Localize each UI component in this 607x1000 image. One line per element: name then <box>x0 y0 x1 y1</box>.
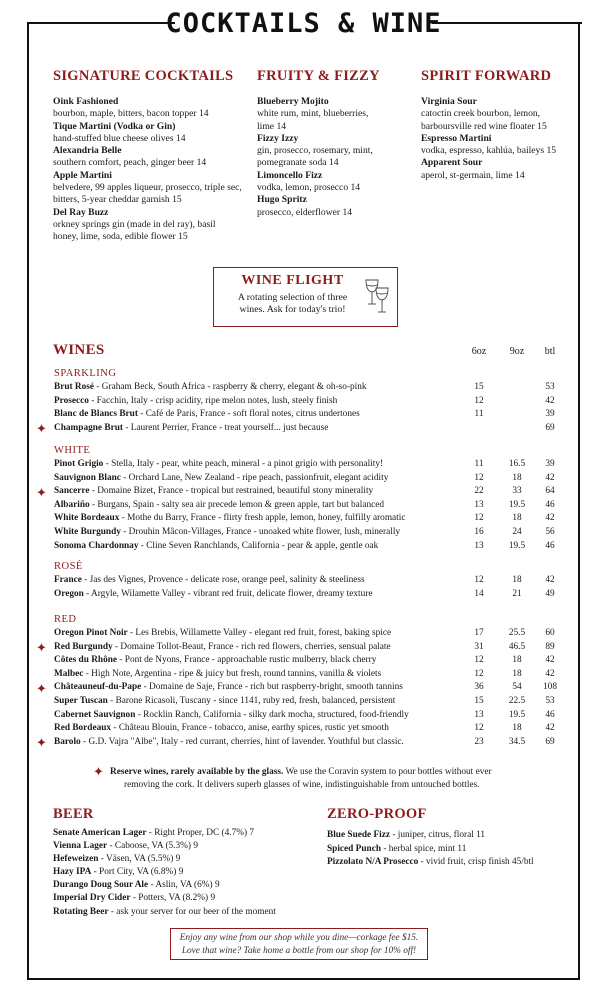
wine-desc: - Café de Paris, France - soft floral notes, citrus undertones <box>137 409 360 420</box>
price-btl: 42 <box>545 723 555 734</box>
wine-desc: - Graham Beck, South Africa - raspberry & cherry, elegant & oh-so-pink <box>94 382 367 392</box>
column-btl: btl <box>544 346 556 357</box>
wine-name: Albariño <box>54 499 90 510</box>
price-btl: 42 <box>545 513 555 524</box>
list-item: Hazy IPA - Port City, VA (6.8%) 9 <box>53 867 184 878</box>
price-6oz: 12 <box>474 472 484 483</box>
wine-desc: - Domaine de Saje, France - rich but raspberry-bright, smooth tannins <box>141 682 403 693</box>
drink-desc: vodka, lemon, prosecco 14 <box>257 182 361 194</box>
price-9oz: 18 <box>512 723 522 734</box>
beer-heading: BEER <box>53 806 94 822</box>
price-9oz: 18 <box>512 668 522 679</box>
star-icon: ✦ <box>36 421 47 437</box>
drink-name: Oink Fashioned <box>53 96 119 107</box>
wine-name: Oregon <box>54 588 84 599</box>
price-9oz: 18 <box>512 655 522 666</box>
drink-desc: hand-stuffed blue cheese olives 14 <box>53 132 186 144</box>
price-9oz: 19.5 <box>508 540 526 551</box>
wine-name: Prosecco <box>54 395 89 406</box>
price-6oz: 11 <box>474 459 484 469</box>
price-btl: 42 <box>545 472 555 483</box>
price-9oz: 54 <box>512 682 522 693</box>
price-btl: 53 <box>545 696 555 706</box>
price-6oz: 13 <box>474 709 484 720</box>
drink-desc: gin, prosecco, rosemary, mint, pomegranate soda 14 <box>257 145 373 169</box>
wine-desc: - Drouhin Mâcon-Villages, France - unoaked white flower, lush, minerally <box>120 527 401 537</box>
page-title: COCKTAILS & WINE <box>165 8 442 39</box>
price-6oz: 36 <box>474 682 484 693</box>
price-9oz: 19.5 <box>508 499 526 510</box>
price-9oz: 46.5 <box>508 641 526 652</box>
wine-name: Sauvignon Blanc <box>54 472 121 483</box>
wine-name: Oregon Pinot Noir <box>54 628 128 638</box>
table-row <box>54 641 559 655</box>
price-btl: 108 <box>543 682 557 693</box>
wine-group-heading: RED <box>54 614 77 625</box>
wine-group-heading: ROSÉ <box>54 561 83 572</box>
price-6oz: 11 <box>474 409 484 420</box>
footer-line1: Enjoy any wine from our shop while you dine—corkage fee $15. <box>179 933 419 943</box>
zero-proof-list <box>327 829 577 870</box>
wine-desc: - Stella, Italy - pear, white peach, mineral - a pinot grigio with personality! <box>103 459 384 469</box>
price-6oz: 17 <box>474 628 484 638</box>
price-9oz: 25.5 <box>508 628 526 638</box>
drink-name: Espresso Martini <box>421 132 492 144</box>
wine-name: Super Tuscan <box>54 696 108 706</box>
star-icon: ✦ <box>36 735 47 751</box>
table-row <box>54 574 559 588</box>
star-icon: ✦ <box>36 680 47 696</box>
drink-desc: orkney springs gin (made in del ray), basil honey, lime, soda, edible flower 15 <box>53 218 216 243</box>
price-btl: 42 <box>545 575 555 585</box>
drink-desc: white rum, mint, blueberries, lime 14 <box>257 108 369 132</box>
beer-list <box>53 827 313 919</box>
wine-name: Blanc de Blancs Brut <box>54 409 138 420</box>
drink-desc: bourbon, maple, bitters, bacon topper 14 <box>53 108 209 120</box>
wine-name: Châteauneuf-du-Pape <box>54 682 142 693</box>
reserve-note <box>110 766 510 791</box>
table-row <box>54 588 559 602</box>
wine-group-heading: SPARKLING <box>54 368 117 379</box>
spirit-forward-list <box>421 96 569 182</box>
price-6oz: 14 <box>474 588 484 599</box>
price-btl: 64 <box>545 486 555 497</box>
price-6oz: 12 <box>474 395 484 406</box>
wine-flight-line1: A rotating selection of three <box>237 292 348 303</box>
reserve-note-bold: Reserve wines, rarely available by the glass. <box>110 767 284 777</box>
price-btl: 69 <box>545 422 555 433</box>
table-row <box>54 526 559 540</box>
drink-desc: aperol, st-germain, lime 14 <box>421 169 525 181</box>
drink-name: Del Ray Buzz <box>53 206 109 218</box>
star-icon: ✦ <box>93 764 104 779</box>
price-6oz: 13 <box>474 540 484 551</box>
list-item: Rotating Beer - ask your server for our beer of the moment <box>53 906 276 917</box>
wine-name: Red Bordeaux <box>54 723 112 734</box>
wine-glasses-icon <box>363 276 391 316</box>
price-6oz: 13 <box>474 499 484 510</box>
drink-name: Virginia Sour <box>421 96 477 107</box>
price-6oz: 16 <box>474 527 484 537</box>
price-6oz: 22 <box>474 486 484 497</box>
spirit-forward-heading: SPIRIT FORWARD <box>421 68 552 84</box>
wine-name: Barolo <box>54 736 81 747</box>
drink-name: Apparent Sour <box>421 157 483 169</box>
fruity-fizzy-list <box>257 96 387 219</box>
price-9oz: 34.5 <box>508 736 526 747</box>
price-btl: 39 <box>545 409 555 420</box>
fruity-fizzy-heading: FRUITY & FIZZY <box>257 68 380 84</box>
table-row <box>54 654 559 668</box>
drink-desc: vodka, espresso, kahlúa, baileys 15 <box>421 145 557 157</box>
price-btl: 49 <box>545 588 555 599</box>
drink-desc: prosecco, elderflower 14 <box>257 206 353 218</box>
wine-desc: - Mothe du Barry, France - flirty fresh apple, lemon, honey, fulfilly aromatic <box>119 513 406 524</box>
price-9oz: 21 <box>512 588 522 599</box>
wine-group-heading: WHITE <box>54 445 91 456</box>
table-row <box>54 472 559 486</box>
drink-name: Apple Martini <box>53 169 112 181</box>
price-6oz: 23 <box>474 736 484 747</box>
list-item: Vienna Lager - Caboose, VA (5.3%) 9 <box>53 841 198 852</box>
wine-desc: - Jas des Vignes, Provence - delicate rose, orange peel, salinity & steeliness <box>81 575 365 585</box>
list-item: Durango Doug Sour Ale - Aslin, VA (6%) 9 <box>53 880 220 891</box>
wine-desc: - Domaine Bizet, France - tropical but restrained, beautiful stony minerality <box>89 486 374 497</box>
drink-desc: southern comfort, peach, ginger beer 14 <box>53 157 207 169</box>
wine-desc: - High Note, Argentina - ripe & juicy but fresh, round tannins, vanilla & violets <box>83 668 382 679</box>
list-item: Hefeweizen - Väsen, VA (5.5%) 9 <box>53 854 181 865</box>
table-row <box>54 408 559 422</box>
price-btl: 42 <box>545 668 555 679</box>
table-row <box>54 722 559 736</box>
price-btl: 53 <box>545 382 555 392</box>
wine-desc: - Rocklin Ranch, California - silky dark mocha, structured, food-friendly <box>135 709 409 720</box>
wine-desc: - G.D. Vajra "Albe", Italy - red currant, cherries, hint of lavender. Youthful but classic. <box>80 736 404 747</box>
wine-name: Malbec <box>54 668 84 679</box>
price-6oz: 15 <box>474 382 484 392</box>
price-btl: 46 <box>545 709 555 720</box>
table-row <box>54 540 559 554</box>
wine-name: Champagne Brut <box>54 422 123 433</box>
price-btl: 46 <box>545 499 555 510</box>
wine-desc: - Laurent Perrier, France - treat yourself... just because <box>122 422 329 433</box>
wine-flight-title: WINE FLIGHT <box>241 273 344 288</box>
table-row <box>54 499 559 513</box>
drink-name: Blueberry Mojito <box>257 96 329 107</box>
wine-desc: - Barone Ricasoli, Tuscany - since 1141, ruby red, fresh, balanced, persistent <box>107 696 396 706</box>
footer-line2: Love that wine? Take home a bottle from our shop for 10% off! <box>181 945 417 956</box>
price-6oz: 12 <box>474 723 484 734</box>
wine-name: Sancerre <box>54 486 90 497</box>
star-icon: ✦ <box>36 640 47 656</box>
star-icon: ✦ <box>36 484 47 500</box>
price-9oz: 16.5 <box>508 459 526 469</box>
footer-note <box>170 928 428 960</box>
drink-name: Limoncello Fizz <box>257 169 323 181</box>
price-6oz: 31 <box>474 641 484 652</box>
wine-flight-box <box>213 267 398 327</box>
price-btl: 39 <box>545 459 555 469</box>
zero-proof-heading: ZERO-PROOF <box>327 806 427 822</box>
table-row <box>54 736 559 750</box>
signature-cocktails-heading: SIGNATURE COCKTAILS <box>53 68 234 84</box>
table-row <box>54 458 559 472</box>
signature-cocktails-list <box>53 96 243 244</box>
table-row <box>54 709 559 723</box>
wine-desc: - Domaine Tollot-Beaut, France - rich red flowers, cherries, sensual palate <box>112 641 391 652</box>
table-row <box>54 627 559 641</box>
wine-desc: - Cline Seven Ranchlands, California - pear & apple, gentle oak <box>138 540 379 551</box>
price-btl: 60 <box>545 628 555 638</box>
price-9oz: 18 <box>512 513 522 524</box>
table-row <box>54 512 559 526</box>
price-6oz: 12 <box>474 668 484 679</box>
drink-desc: belvedere, 99 apples liqueur, prosecco, triple sec, bitters, 5-year cheddar garnish 15 <box>53 182 242 206</box>
drink-name: Hugo Spritz <box>257 194 307 206</box>
wine-name: Côtes du Rhône <box>54 655 118 666</box>
table-row <box>54 695 559 709</box>
wine-desc: - Burgans, Spain - salty sea air precede lemon & green apple, tart but balanced <box>89 499 385 510</box>
list-item: Spiced Punch - herbal spice, mint 11 <box>327 843 467 854</box>
price-9oz: 33 <box>512 486 522 497</box>
column-6oz: 6oz <box>471 346 487 357</box>
list-item: Blue Suede Fizz - juniper, citrus, floral 11 <box>327 830 486 840</box>
wine-name: Cabernet Sauvignon <box>54 709 136 720</box>
price-btl: 56 <box>545 527 555 537</box>
price-btl: 42 <box>545 655 555 666</box>
wine-name: France <box>54 575 82 585</box>
wine-name: Red Burgundy <box>54 641 113 652</box>
table-row <box>54 485 559 499</box>
column-9oz: 9oz <box>509 346 525 357</box>
table-row <box>54 422 559 436</box>
reserve-note-line1: We use the Coravin system to pour bottles without ever <box>283 767 492 777</box>
price-btl: 89 <box>545 641 555 652</box>
price-6oz: 12 <box>474 513 484 524</box>
wine-desc: - Facchin, Italy - crisp acidity, ripe melon notes, lush, steely finish <box>88 395 338 406</box>
price-btl: 46 <box>545 540 555 551</box>
price-6oz: 15 <box>474 696 484 706</box>
reserve-note-line2: removing the cork. It delivers superb glasses of wine, indistinguishable from untouched bottles. <box>124 779 480 790</box>
wine-desc: - Pont de Nyons, France - approachable rustic mulberry, black cherry <box>117 655 377 666</box>
price-9oz: 24 <box>512 527 522 537</box>
price-6oz: 12 <box>474 575 484 585</box>
price-9oz: 18 <box>512 472 522 483</box>
price-9oz: 18 <box>512 575 522 585</box>
wine-flight-line2: wines. Ask for today's trio! <box>239 304 346 315</box>
list-item: Pizzolato N/A Prosecco - vivid fruit, crisp finish 45/btl <box>327 857 534 868</box>
price-btl: 69 <box>545 736 555 747</box>
price-9oz: 22.5 <box>508 696 526 706</box>
wine-desc: - Orchard Lane, New Zealand - ripe peach, passionfruit, elegant acidity <box>120 472 389 483</box>
price-btl: 42 <box>545 395 555 406</box>
drink-name: Alexandria Belle <box>53 145 122 157</box>
wine-name: White Bordeaux <box>54 513 120 524</box>
drink-name: Fizzy Izzy <box>257 132 299 144</box>
wine-name: Sonoma Chardonnay <box>54 540 139 551</box>
wines-heading: WINES <box>53 342 105 358</box>
wine-name: White Burgundy <box>54 527 121 537</box>
wine-desc: - Château Blouin, France - tobacco, anise, earthy spices, rustic yet smooth <box>111 723 389 734</box>
list-item: Imperial Dry Cider - Potters, VA (8.2%) 9 <box>53 893 216 904</box>
table-row <box>54 381 559 395</box>
wine-desc: - Les Brebis, Willamette Valley - elegant red fruit, forest, baking spice <box>127 628 392 638</box>
drink-desc: catoctin creek bourbon, lemon, barboursville red wine floater 15 <box>421 108 547 132</box>
drink-name: Tique Martini (Vodka or Gin) <box>53 120 176 132</box>
price-6oz: 12 <box>474 655 484 666</box>
wine-name: Pinot Grigio <box>54 459 104 469</box>
price-9oz: 19.5 <box>508 709 526 720</box>
wine-desc: - Argyle, Wilamette Valley - vibrant red fruit, delicate flower, dreamy texture <box>83 588 373 599</box>
list-item: Senate American Lager - Right Proper, DC (4.7%) 7 <box>53 828 255 838</box>
table-row <box>54 668 559 682</box>
table-row <box>54 395 559 409</box>
table-row <box>54 681 559 695</box>
wine-name: Brut Rosé <box>54 382 95 392</box>
